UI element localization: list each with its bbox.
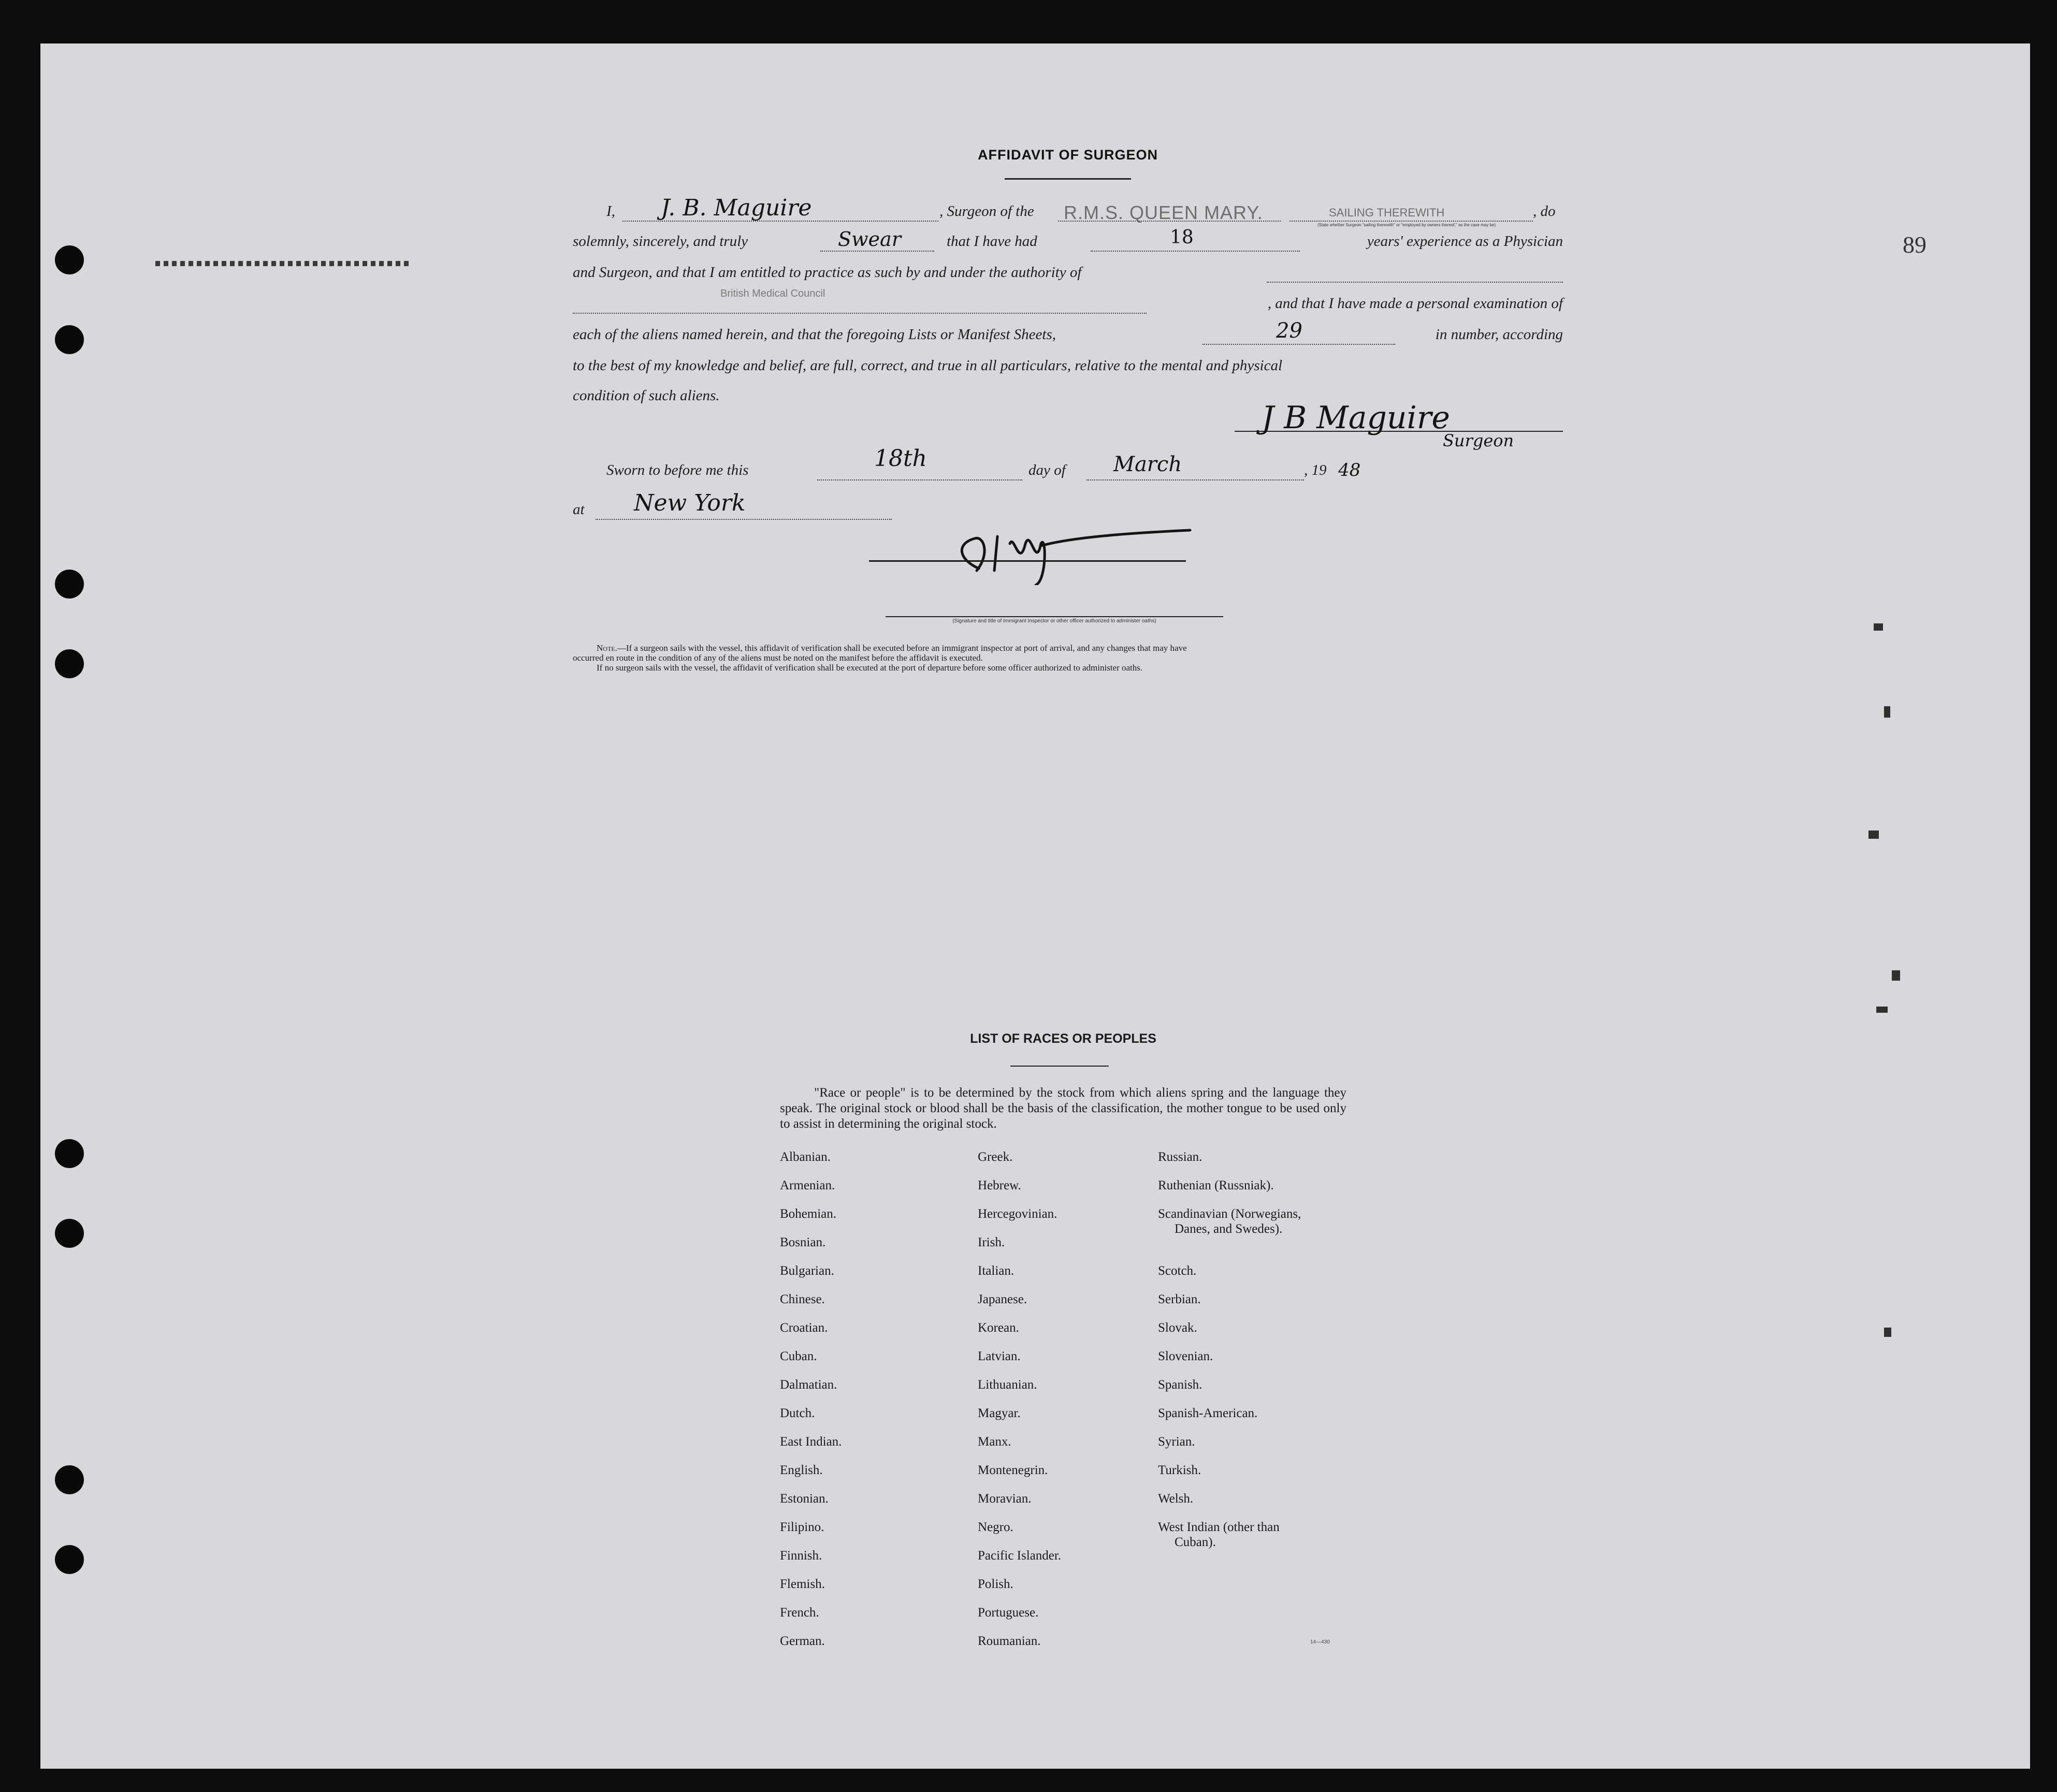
note-line-1: —If a surgeon sails with the vessel, this affidavit of verification shall be executed before an immigrant inspector at port of arrival, and any changes that may have [617, 643, 1187, 653]
affidavit-line-2 [573, 227, 1563, 256]
list-item: Bohemian. [780, 1207, 837, 1221]
scan-speck [1884, 706, 1890, 718]
surgeon-signature: J B Maguire [1262, 400, 1450, 436]
sheets-handwritten: 29 [1276, 319, 1302, 343]
list-item: Slovenian. [1158, 1349, 1213, 1363]
authority-blank-b [573, 313, 1147, 314]
list-item: Hebrew. [978, 1178, 1021, 1192]
text-each-of-the-aliens: each of the aliens named herein, and that the foregoing Lists or Manifest Sheets, [573, 326, 1056, 343]
binder-hole [55, 1545, 84, 1574]
list-item: Bulgarian. [780, 1264, 834, 1278]
affidavit-line-6 [573, 357, 1563, 380]
list-item: Cuban). [1175, 1535, 1216, 1549]
sworn-line [573, 445, 1563, 485]
list-item: Lithuanian. [978, 1378, 1037, 1392]
title-underline [1005, 178, 1131, 180]
list-item: Slovak. [1158, 1321, 1197, 1335]
text-in-number: in number, according [1435, 326, 1563, 343]
list-item: Danes, and Swedes). [1175, 1222, 1283, 1236]
oath-blank [820, 251, 934, 252]
list-item: Korean. [978, 1321, 1019, 1335]
list-item: Magyar. [978, 1406, 1021, 1420]
capacity-hint: (State whether Surgeon "sailing therewith" or "employed by owners thereof," as the case may be) [1317, 223, 1496, 227]
list-item: Albanian. [780, 1150, 831, 1164]
capacity-blank [1290, 221, 1533, 222]
surgeon-name-handwritten: J. B. Maguire [661, 195, 812, 221]
list-item: Spanish-American. [1158, 1406, 1258, 1420]
officer-caption: (Signature and title of Immigrant Inspector or other officer authorized to administer oaths) [952, 618, 1156, 624]
list-item: Estonian. [780, 1492, 829, 1506]
list-item: Polish. [978, 1577, 1013, 1591]
list-item: Moravian. [978, 1492, 1032, 1506]
binder-hole [55, 570, 84, 599]
list-item: Scotch. [1158, 1264, 1197, 1278]
note-line-2: occurred en route in the condition of any of the aliens must be noted on the manifest before the affidavit is executed. [573, 653, 983, 663]
list-item: Cuban. [780, 1349, 817, 1363]
text-day-of: day of [1028, 462, 1066, 478]
list-item: Russian. [1158, 1150, 1203, 1164]
surgeon-title-handwritten: Surgeon [1443, 431, 1514, 450]
list-item: Chinese. [780, 1292, 825, 1306]
list-item: Negro. [978, 1520, 1013, 1534]
list-item: English. [780, 1463, 823, 1477]
list-item: Manx. [978, 1435, 1011, 1449]
list-item: Montenegrin. [978, 1463, 1048, 1477]
text-years-experience: years' experience as a Physician [1367, 233, 1563, 250]
list-item: Dalmatian. [780, 1378, 837, 1392]
text-i: I, [606, 203, 615, 220]
month-blank [1087, 479, 1304, 480]
races-title-underline [1010, 1066, 1109, 1067]
day-blank [817, 479, 1022, 480]
affidavit-line-1 [573, 195, 1563, 227]
list-item: Syrian. [1158, 1435, 1195, 1449]
authority-stamp: British Medical Council [720, 288, 825, 299]
text-personal-examination: , and that I have made a personal examination of [1267, 295, 1563, 312]
manifest-sheet [40, 43, 2030, 1769]
scan-speck [1868, 831, 1879, 839]
list-item: Turkish. [1158, 1463, 1201, 1477]
list-item: Japanese. [978, 1292, 1027, 1306]
text-and-surgeon: and Surgeon, and that I am entitled to practice as such by and under the authority of [573, 264, 1082, 281]
list-item: Finnish. [780, 1549, 822, 1563]
authority-blank-a [1267, 282, 1563, 283]
list-item: Flemish. [780, 1577, 825, 1591]
years-handwritten: 18 [1170, 227, 1194, 248]
text-that-i-have-had: that I have had [947, 233, 1037, 250]
list-item: Filipino. [780, 1520, 824, 1534]
list-item: Armenian. [780, 1178, 835, 1192]
text-to-the-best: to the best of my knowledge and belief, are full, correct, and true in all particulars, relative to the mental and physical [573, 357, 1283, 374]
scan-speck [1874, 623, 1883, 631]
day-handwritten: 18th [874, 445, 928, 472]
officer-signature [854, 523, 1269, 585]
binder-hole [55, 245, 84, 274]
list-item: Irish. [978, 1235, 1005, 1249]
place-blank [596, 519, 892, 520]
list-item: Spanish. [1158, 1378, 1203, 1392]
races-intro: "Race or people" is to be determined by the stock from which aliens spring and the language they speak. The original stock or blood shall be the basis of the classification, the mother tongue to be used only to assist in determining the original stock. [780, 1086, 1346, 1131]
binder-hole [55, 325, 84, 354]
list-item: Dutch. [780, 1406, 815, 1420]
list-item: Ruthenian (Russniak). [1158, 1178, 1274, 1192]
place-handwritten: New York [634, 490, 746, 516]
perforation-mark [155, 261, 409, 266]
capacity-stamp: SAILING THEREWITH [1329, 206, 1445, 219]
sheets-blank [1203, 344, 1395, 345]
binder-hole [55, 649, 84, 678]
list-item: Greek. [978, 1150, 1013, 1164]
page-number: 89 [1903, 231, 1926, 258]
affidavit-line-3 [573, 264, 1563, 287]
officer-signature-scribble [854, 523, 1269, 585]
list-item: Pacific Islander. [978, 1549, 1062, 1563]
place-line [573, 490, 1563, 524]
years-blank [1091, 251, 1300, 252]
note-line-3: If no surgeon sails with the vessel, the affidavit of verification shall be executed at the port of departure before some officer authorized to administer oaths. [597, 663, 1143, 673]
list-item: Hercegovinian. [978, 1207, 1058, 1221]
text-surgeon-of-the: , Surgeon of the [939, 203, 1034, 220]
binder-hole [55, 1465, 84, 1494]
scan-speck [1892, 970, 1900, 981]
list-item: East Indian. [780, 1435, 842, 1449]
month-handwritten: March [1113, 453, 1182, 476]
affidavit-title: AFFIDAVIT OF SURGEON [978, 147, 1158, 163]
oath-handwritten: Swear [838, 228, 901, 251]
surgeon-signature-line [573, 400, 1563, 450]
binder-hole [55, 1219, 84, 1248]
scan-speck [1876, 1007, 1888, 1013]
list-item: German. [780, 1634, 825, 1648]
list-item: Italian. [978, 1264, 1015, 1278]
list-item: French. [780, 1606, 819, 1620]
list-item: Bosnian. [780, 1235, 826, 1249]
text-condition: condition of such aliens. [573, 387, 720, 404]
list-item: Scandinavian (Norwegians, [1158, 1207, 1301, 1221]
text-sworn: Sworn to before me this [606, 462, 749, 478]
affidavit-line-5 [573, 319, 1563, 349]
list-item: Latvian. [978, 1349, 1021, 1363]
affidavit-note [573, 643, 1563, 673]
affidavit-line-4 [573, 288, 1563, 318]
list-item: Serbian. [1158, 1292, 1201, 1306]
officer-caption-rule [886, 616, 1223, 617]
list-item: Portuguese. [978, 1606, 1039, 1620]
scan-speck [1884, 1328, 1891, 1337]
list-item: Welsh. [1158, 1492, 1194, 1506]
vessel-stamp: R.M.S. QUEEN MARY. [1064, 202, 1263, 223]
list-item: Croatian. [780, 1321, 828, 1335]
list-item: West Indian (other than [1158, 1520, 1280, 1534]
text-solemnly: solemnly, sincerely, and truly [573, 233, 748, 250]
text-at: at [573, 501, 585, 518]
form-code: 14—430 [1310, 1639, 1330, 1645]
list-item: Roumanian. [978, 1634, 1041, 1648]
races-title: LIST OF RACES OR PEOPLES [970, 1031, 1156, 1046]
text-nineteen: , 19 [1304, 462, 1327, 478]
note-label: Note. [597, 643, 617, 653]
year-handwritten: 48 [1338, 460, 1361, 480]
binder-hole [55, 1139, 84, 1168]
text-do: , do [1533, 203, 1556, 220]
